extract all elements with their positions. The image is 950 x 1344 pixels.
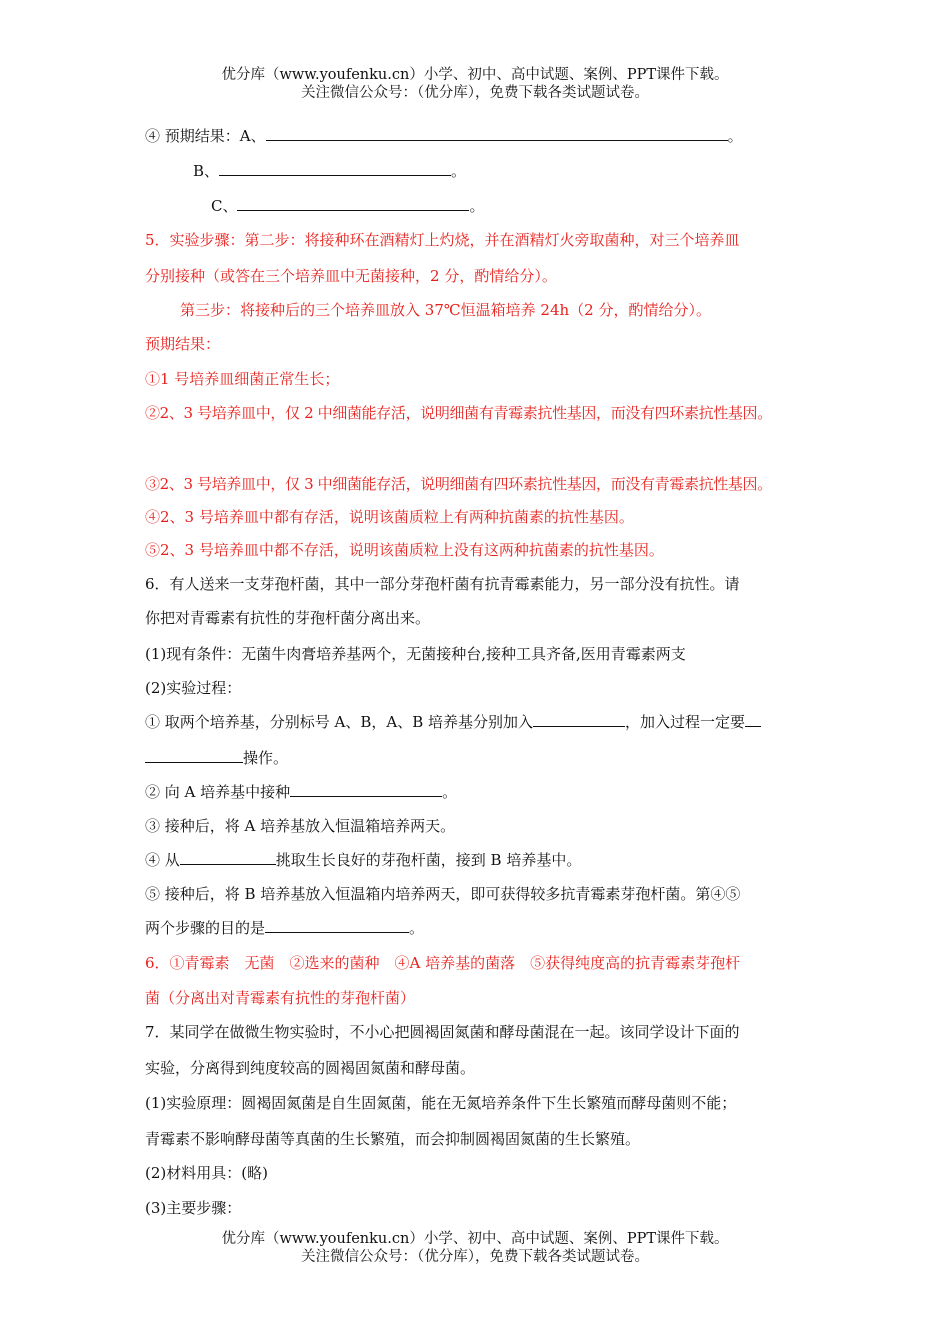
footer-line-2: 关注微信公众号：（优分库），免费下载各类试题试卷。 bbox=[301, 1249, 649, 1265]
q4-result-b bbox=[193, 161, 466, 181]
footer-line-1: 优分库（www.youfenku.cn）小学、初中、高中试题、案例、PPT课件下载。 bbox=[221, 1231, 729, 1247]
q6-step4-text-b: 挑取生长良好的芽孢杆菌，接到 B 培养基中。 bbox=[275, 851, 582, 869]
blank-result-b[interactable] bbox=[219, 161, 451, 176]
q6-step6-text-a: 两个步骤的目的是 bbox=[145, 919, 266, 937]
blank-q6-add[interactable] bbox=[533, 712, 625, 727]
q7-materials: (2)材料用具：(略) bbox=[145, 1164, 268, 1182]
ans5-step2-line1: 5．实验步骤：第二步：将接种环在酒精灯上灼烧，并在酒精灯火旁取菌种，对三个培养皿 bbox=[145, 231, 740, 249]
q6-process-title: (2)实验过程： bbox=[145, 679, 242, 697]
q6-step4-text-a: ④ 从 bbox=[145, 851, 180, 869]
q4-result-a-label: ④ 预期结果：A、 bbox=[145, 127, 266, 145]
ans5-result-4: ④2、3 号培养皿中都有存活，说明该菌质粒上有两种抗菌素的抗性基因。 bbox=[145, 508, 634, 526]
q7-principle-line2: 青霉素不影响酵母菌等真菌的生长繁殖，而会抑制圆褐固氮菌的生长繁殖。 bbox=[145, 1130, 641, 1148]
q6-intro-line2: 你把对青霉素有抗性的芽孢杆菌分离出来。 bbox=[145, 609, 431, 627]
q6-conditions: (1)现有条件：无菌牛肉膏培养基两个，无菌接种台,接种工具齐备,医用青霉素两支 bbox=[145, 645, 686, 663]
q4-period: 。 bbox=[727, 127, 743, 145]
q6-step1 bbox=[145, 712, 761, 732]
ans5-result-1: ①1 号培养皿细菌正常生长； bbox=[145, 370, 340, 388]
blank-result-a[interactable] bbox=[266, 126, 728, 141]
blank-result-c[interactable] bbox=[237, 196, 469, 211]
ans5-result-2: ②2、3 号培养皿中，仅 2 中细菌能存活，说明细菌有青霉素抗性基因，而没有四环素抗性基因。 bbox=[145, 404, 772, 422]
blank-q6-source[interactable] bbox=[180, 850, 276, 865]
ans5-result-5: ⑤2、3 号培养皿中都不存活，说明该菌质粒上没有这两种抗菌素的抗性基因。 bbox=[145, 541, 664, 559]
blank-q6-operation-start[interactable] bbox=[745, 712, 761, 727]
q6-intro-line1: 6．有人送来一支芽孢杆菌，其中一部分芽孢杆菌有抗青霉素能力，另一部分没有抗性。请 bbox=[145, 575, 740, 593]
q7-steps-title: (3)主要步骤： bbox=[145, 1199, 242, 1217]
q7-intro-line1: 7．某同学在做微生物实验时，不小心把圆褐固氮菌和酵母菌混在一起。该同学设计下面的 bbox=[145, 1023, 740, 1041]
q6-step6-text-b: 。 bbox=[409, 919, 425, 937]
header-line-1: 优分库（www.youfenku.cn）小学、初中、高中试题、案例、PPT课件下载。 bbox=[221, 67, 729, 83]
blank-q6-operation[interactable] bbox=[145, 748, 243, 763]
q4-period: 。 bbox=[451, 162, 467, 180]
q6-step1-cont bbox=[145, 748, 288, 768]
q4-result-c bbox=[211, 196, 485, 216]
ans6-line2: 菌（分离出对青霉素有抗性的芽孢杆菌） bbox=[145, 989, 416, 1007]
ans5-step2-line2: 分别接种（或答在三个培养皿中无菌接种，2 分，酌情给分）。 bbox=[145, 267, 557, 285]
q6-step1-text-c: 操作。 bbox=[243, 749, 289, 767]
header-line-2: 关注微信公众号：（优分库），免费下载各类试题试卷。 bbox=[301, 85, 649, 101]
q6-step6 bbox=[145, 918, 424, 938]
blank-q6-purpose[interactable] bbox=[265, 918, 409, 933]
q4-period: 。 bbox=[469, 197, 485, 215]
ans6-line1: 6．①青霉素 无菌 ②选来的菌种 ④A 培养基的菌落 ⑤获得纯度高的抗青霉素芽孢杆 bbox=[145, 954, 741, 972]
blank-q6-inoculate[interactable] bbox=[290, 782, 442, 797]
q6-step4 bbox=[145, 850, 581, 870]
q6-step2 bbox=[145, 782, 457, 802]
ans5-results-title: 预期结果： bbox=[145, 335, 221, 353]
q6-step2-text-b: 。 bbox=[442, 783, 458, 801]
q6-step1-text-b: ，加入过程一定要 bbox=[625, 713, 746, 731]
q4-result-a bbox=[145, 126, 743, 146]
q7-principle-line1: (1)实验原理：圆褐固氮菌是自生固氮菌，能在无氮培养条件下生长繁殖而酵母菌则不能； bbox=[145, 1094, 737, 1112]
q7-intro-line2: 实验，分离得到纯度较高的圆褐固氮菌和酵母菌。 bbox=[145, 1059, 476, 1077]
q4-result-b-label: B、 bbox=[193, 162, 220, 180]
ans5-result-3: ③2、3 号培养皿中，仅 3 中细菌能存活，说明细菌有四环素抗性基因，而没有青霉素抗性基因。 bbox=[145, 475, 772, 493]
q6-step2-text-a: ② 向 A 培养基中接种 bbox=[145, 783, 291, 801]
page-header bbox=[0, 66, 950, 102]
q6-step3: ③ 接种后，将 A 培养基放入恒温箱培养两天。 bbox=[145, 817, 456, 835]
q6-step1-text-a: ① 取两个培养基，分别标号 A、B，A、B 培养基分别加入 bbox=[145, 713, 534, 731]
q6-step5: ⑤ 接种后，将 B 培养基放入恒温箱内培养两天，即可获得较多抗青霉素芽孢杆菌。第④⑤ bbox=[145, 885, 741, 903]
page-footer bbox=[0, 1230, 950, 1266]
q4-result-c-label: C、 bbox=[211, 197, 238, 215]
ans5-step3: 第三步：将接种后的三个培养皿放入 37℃恒温箱培养 24h（2 分，酌情给分）。 bbox=[180, 301, 711, 319]
